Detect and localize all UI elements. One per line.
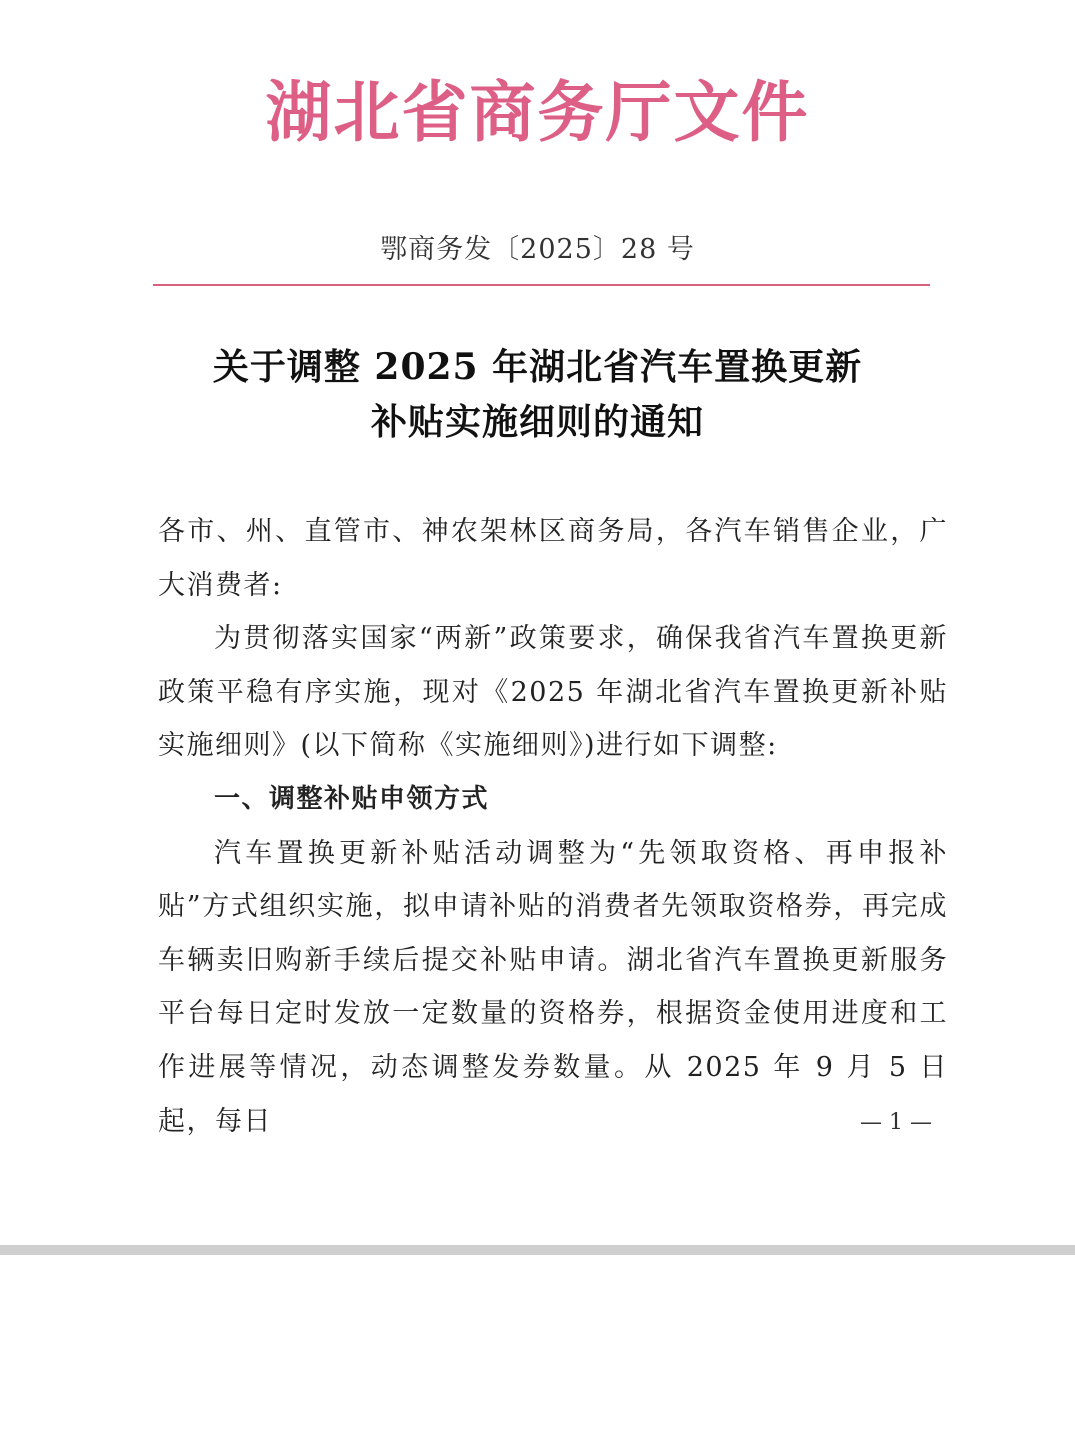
page-separator-band bbox=[0, 1245, 1075, 1255]
page-number: — 1 — bbox=[860, 1110, 932, 1135]
document-body bbox=[158, 505, 948, 1148]
issuer-header-title: 湖北省商务厅文件 bbox=[265, 74, 810, 151]
document-number: 鄂商务发〔2025〕28 号 bbox=[380, 234, 695, 265]
section-paragraph: 汽车置换更新补贴活动调整为“先领取资格、再申报补贴”方式组织实施，拟申请补贴的消费者先领取资格券，再完成车辆卖旧购新手续后提交补贴申请。湖北省汽车置换更新服务平台每日定时发放一定数量的资格券，根据资金使用进度和工作进展等情况，动态调整发券数量。从 2025 年 9 月 5 日起，每日 bbox=[158, 837, 948, 1137]
notice-title-line-1: 关于调整 2025 年湖北省汽车置换更新 bbox=[212, 346, 863, 388]
red-divider-line bbox=[153, 284, 930, 286]
notice-title-line-2: 补贴实施细则的通知 bbox=[370, 401, 704, 443]
intro-paragraph: 为贯彻落实国家“两新”政策要求，确保我省汽车置换更新政策平稳有序实施，现对《2025 年湖北省汽车置换更新补贴实施细则》(以下简称《实施细则》)进行如下调整: bbox=[158, 623, 948, 762]
salutation-paragraph: 各市、州、直管市、神农架林区商务局，各汽车销售企业，广大消费者: bbox=[158, 516, 948, 601]
blank-area bbox=[0, 1255, 1075, 1433]
section-heading: 一、调整补贴申领方式 bbox=[214, 783, 490, 814]
notice-title bbox=[0, 340, 1075, 450]
